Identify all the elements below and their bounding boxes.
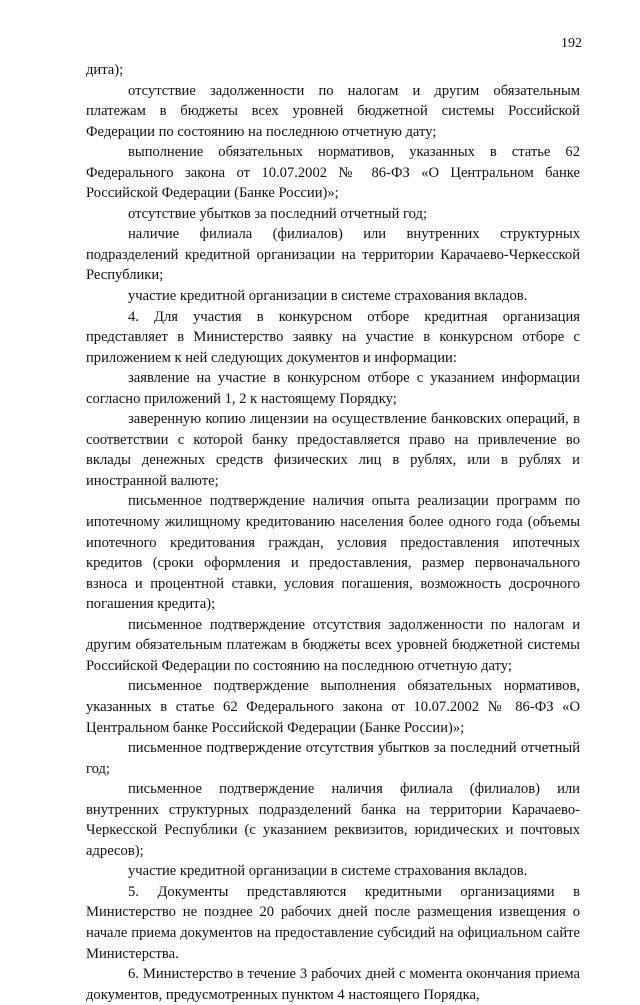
paragraph-confirm-branch: письменное подтверждение наличия филиала (филиалов) или внутренних структурных подразделений банка на территории Карачаево-Черкесской Республики (с указанием реквизитов, юридических и почтовых адресов);: [86, 781, 580, 859]
paragraph-continuation: дита);: [86, 62, 124, 78]
page-number: 192: [561, 36, 582, 51]
paragraph-item-6: 6. Министерство в течение 3 рабочих дней с момента окончания приема документов, предусмотренных пунктом 4 настоящего Порядка,: [86, 966, 580, 1003]
document-body: [86, 60, 580, 1005]
paragraph-no-losses: отсутствие убытков за последний отчетный год;: [128, 205, 428, 222]
paragraph-confirm-ratios: письменное подтверждение выполнения обязательных нормативов, указанных в статье 62 Федерального закона от 10.07.2002 № 86-ФЗ «О Центральном банке Российской Федерации (Банке России)»;: [86, 678, 580, 736]
paragraph-confirm-no-losses: письменное подтверждение отсутствия убытков за последний отчетный год;: [86, 740, 580, 777]
paragraph-mandatory-ratios: выполнение обязательных нормативов, указанных в статье 62 Федерального закона от 10.07.2002 № 86-ФЗ «О Центральном банке Российской Федерации (Банке России)»;: [86, 144, 580, 202]
paragraph-no-tax-debt: отсутствие задолженности по налогам и другим обязательным платежам в бюджеты всех уровней бюджетной системы Российской Федерации по состоянию на последнюю отчетную дату;: [86, 82, 580, 140]
paragraph-insurance-participation: участие кредитной организации в системе страхования вкладов.: [128, 863, 528, 880]
paragraph-license-copy: заверенную копию лицензии на осуществление банковских операций, в соответствии с которой банку предоставляется право на привлечение во вклады денежных средств физических лиц в рублях, или в рублях и иностранной валюте;: [86, 411, 580, 489]
paragraph-item-4: 4. Для участия в конкурсном отборе кредитная организация представляет в Министерство заявку на участие в конкурсном отборе с приложением к ней следующих документов и информации:: [86, 308, 580, 366]
paragraph-deposit-insurance: участие кредитной организации в системе страхования вкладов.: [128, 288, 528, 305]
paragraph-branch-presence: наличие филиала (филиалов) или внутренних структурных подразделений кредитной организации на территории Карачаево-Черкесской Республики;: [86, 226, 580, 284]
paragraph-mortgage-experience: письменное подтверждение наличия опыта реализации программ по ипотечному жилищному кредитованию населения более одного года (объемы ипотечного кредитования граждан, условия предоставления ипотечных кредитов (сроки оформления и предоставления, размер первоначального взноса и процентной ставки, условия погашения, возможность досрочного погашения кредита);: [86, 493, 580, 613]
paragraph-item-5: 5. Документы представляются кредитными организациями в Министерство не позднее 20 рабочих дней после размещения извещения о начале приема документов на предоставление субсидий на официальном сайте Министерства.: [86, 883, 580, 962]
paragraph-confirm-no-tax-debt: письменное подтверждение отсутствия задолженности по налогам и другим обязательным платежам в бюджеты всех уровней бюджетной системы Российской Федерации по состоянию на последнюю отчетную дату;: [86, 616, 580, 674]
paragraph-application: заявление на участие в конкурсном отборе с указанием информации согласно приложений 1, 2 к настоящему Порядку;: [86, 370, 580, 407]
